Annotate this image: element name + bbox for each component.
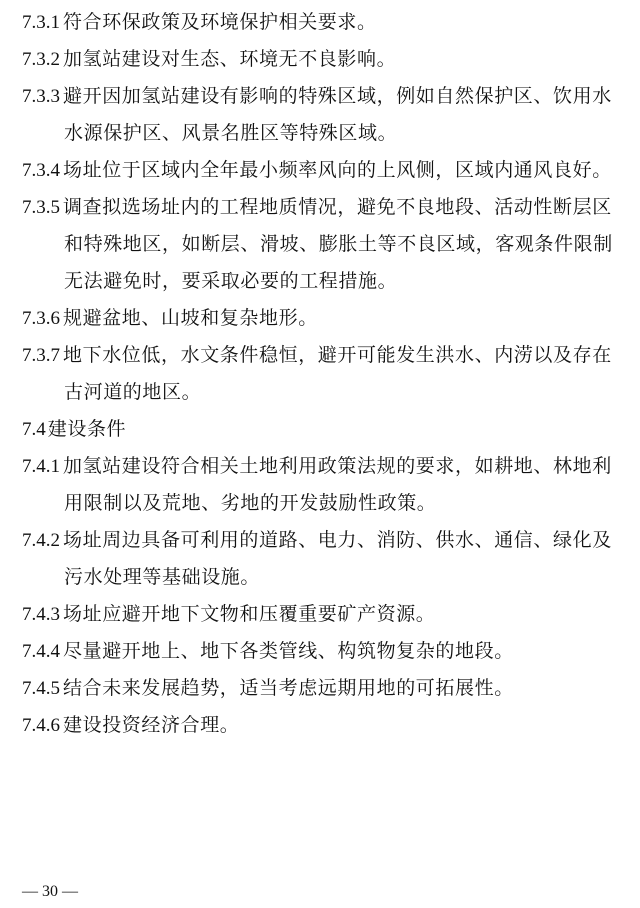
clause-number: 7.4.3 — [22, 604, 60, 625]
section-heading — [22, 411, 628, 448]
clause-text: 符合环保政策及环境保护相关要求。 — [63, 11, 377, 33]
page-content — [22, 4, 628, 744]
clause-text: 避开因加氢站建设有影响的特殊区域，例如自然保护区、饮用水水源保护区、风景名胜区等特殊区域。 — [63, 85, 612, 144]
clause-7-4-6 — [22, 707, 628, 744]
clause-7-4-5 — [22, 670, 628, 707]
clause-7-3-1 — [22, 4, 628, 41]
clause-text: 加氢站建设对生态、环境无不良影响。 — [63, 48, 397, 70]
clause-text: 调查拟选场址内的工程地质情况，避免不良地段、活动性断层区和特殊地区，如断层、滑坡、膨胀土等不良区域，客观条件限制无法避免时，要采取必要的工程措施。 — [63, 196, 613, 292]
clause-text: 建设投资经济合理。 — [63, 714, 240, 736]
clause-number: 7.4.6 — [22, 715, 60, 736]
clause-text: 加氢站建设符合相关土地利用政策法规的要求，如耕地、林地利用限制以及荒地、劣地的开发鼓励性政策。 — [63, 455, 612, 514]
clause-text: 地下水位低，水文条件稳恒，避开可能发生洪水、内涝以及存在古河道的地区。 — [63, 344, 612, 403]
clause-7-3-6 — [22, 300, 628, 337]
clause-7-3-3 — [22, 78, 628, 152]
clause-number: 7.3.4 — [22, 160, 60, 181]
clause-7-3-5 — [22, 189, 628, 300]
clause-7-3-7 — [22, 337, 628, 411]
section-title: 建设条件 — [47, 418, 127, 440]
clause-text: 结合未来发展趋势，适当考虑远期用地的可拓展性。 — [63, 677, 514, 699]
clause-number: 7.4.2 — [22, 530, 60, 551]
page-number: — 30 — — [22, 883, 78, 900]
clause-number: 7.4.5 — [22, 678, 60, 699]
clause-text: 场址应避开地下文物和压覆重要矿产资源。 — [63, 603, 436, 625]
clause-text: 尽量避开地上、地下各类管线、构筑物复杂的地段。 — [63, 640, 514, 662]
clause-number: 7.3.6 — [22, 308, 60, 329]
clause-7-4-2 — [22, 522, 628, 596]
clause-7-4-4 — [22, 633, 628, 670]
clause-7-3-2 — [22, 41, 628, 78]
clause-7-4-1 — [22, 448, 628, 522]
clause-number: 7.3.2 — [22, 49, 60, 70]
clause-number: 7.3.3 — [22, 86, 60, 107]
clause-number: 7.3.5 — [22, 197, 60, 218]
clause-number: 7.4.4 — [22, 641, 60, 662]
clause-7-3-4 — [22, 152, 628, 189]
clause-7-4-3 — [22, 596, 628, 633]
clause-text: 规避盆地、山坡和复杂地形。 — [63, 307, 318, 329]
clause-text: 场址位于区域内全年最小频率风向的上风侧，区域内通风良好。 — [63, 159, 612, 181]
clause-text: 场址周边具备可利用的道路、电力、消防、供水、通信、绿化及污水处理等基础设施。 — [63, 529, 612, 588]
clause-number: 7.3.7 — [22, 345, 60, 366]
section-number: 7.4 — [22, 419, 46, 440]
clause-number: 7.4.1 — [22, 456, 60, 477]
clause-number: 7.3.1 — [22, 12, 60, 33]
